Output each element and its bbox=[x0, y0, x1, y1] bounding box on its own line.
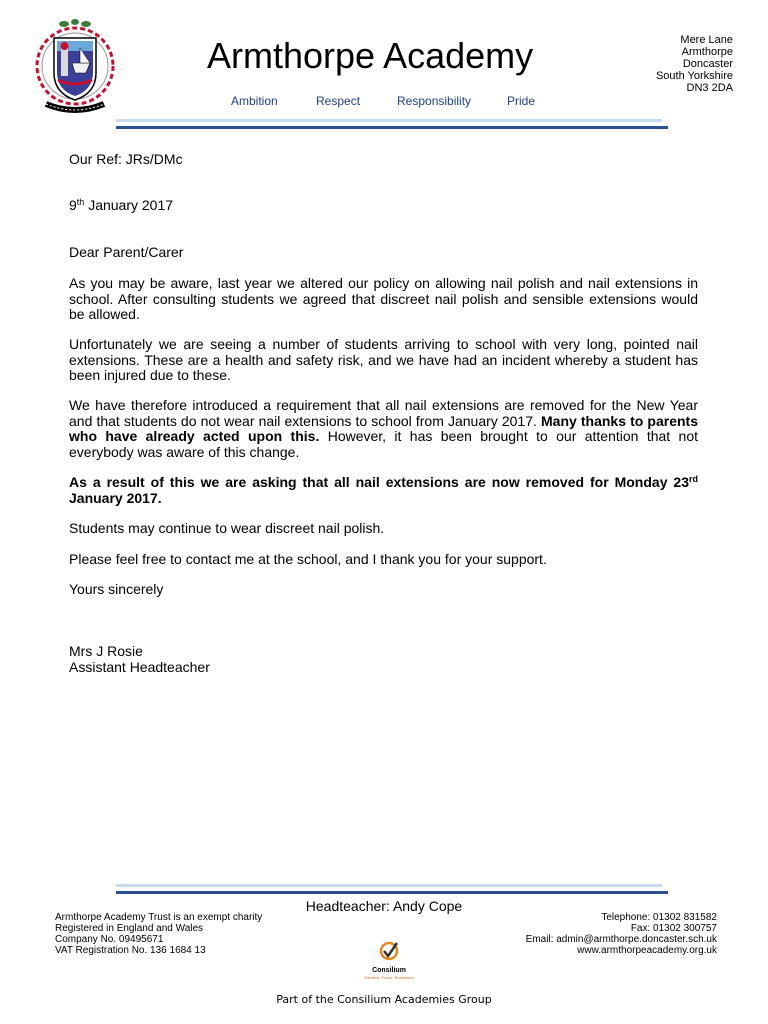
headteacher: Headteacher: Andy Cope bbox=[305, 898, 463, 914]
contact-info bbox=[526, 912, 717, 956]
header-rule-dark bbox=[116, 126, 668, 129]
value-responsibility: Responsibility bbox=[397, 94, 472, 108]
trust-line: VAT Registration No. 136 1684 13 bbox=[55, 945, 206, 956]
letter-date: 9th January 2017 bbox=[69, 197, 174, 213]
paragraph-important: As a result of this we are asking that all nail extensions are now removed for Monday 23rd January 2017. bbox=[69, 474, 698, 506]
address-line: Armthorpe bbox=[681, 46, 733, 58]
address-line: DN3 2DA bbox=[686, 82, 733, 94]
website-link[interactable]: www.armthorpeacademy.org.uk bbox=[577, 945, 717, 956]
consilium-check-icon bbox=[378, 940, 400, 962]
address-line: Doncaster bbox=[682, 58, 733, 70]
trust-line: Armthorpe Academy Trust is an exempt charity bbox=[55, 912, 263, 923]
paragraph: Students may continue to wear discreet nail polish. bbox=[69, 520, 385, 536]
paragraph: Please feel free to contact me at the school, and I thank you for your support. bbox=[69, 551, 547, 567]
trust-info bbox=[55, 912, 262, 956]
signatory-name: Mrs J Rosie bbox=[69, 643, 143, 659]
reference: Our Ref: JRs/DMc bbox=[69, 151, 183, 167]
salutation: Dear Parent/Carer bbox=[69, 244, 184, 260]
consilium-logo bbox=[354, 940, 424, 980]
consilium-tagline: Partners. Focus. Resolution bbox=[364, 975, 414, 980]
fax: Fax: 01302 300757 bbox=[630, 923, 717, 934]
address-line: South Yorkshire bbox=[655, 70, 733, 82]
consilium-name: Consilium bbox=[372, 967, 406, 974]
footer-rule-dark bbox=[116, 891, 668, 894]
value-respect: Respect bbox=[316, 94, 361, 108]
school-name: Armthorpe Academy bbox=[207, 35, 534, 76]
email-link[interactable]: Email: admin@armthorpe.doncaster.sch.uk bbox=[525, 934, 717, 945]
school-crest-icon bbox=[32, 18, 118, 118]
closing: Yours sincerely bbox=[69, 581, 164, 597]
paragraph: Unfortunately we are seeing a number of students arriving to school with very long, pointed nail extensions. These are a health and safety risk, and we have had an incident whereby a student has been injured due to these. bbox=[69, 336, 698, 383]
header-rule-light bbox=[116, 119, 662, 122]
paragraph: As you may be aware, last year we altered our policy on allowing nail polish and nail extensions in school. After consulting students we agreed that discreet nail polish and sensible extensions would be allowed. bbox=[69, 275, 698, 322]
value-ambition: Ambition bbox=[231, 94, 278, 108]
paragraph: We have therefore introduced a requirement that all nail extensions are removed for the New Year and that students do not wear nail extensions to school from January 2017. Many thanks to parents who have already acted upon this. However, it has been brought to our attention that not everybody was aware of this change. bbox=[69, 397, 699, 460]
trust-line: Registered in England and Wales bbox=[55, 923, 204, 934]
footer-rule-light bbox=[116, 884, 662, 887]
trust-line: Company No. 09495671 bbox=[55, 934, 164, 945]
telephone: Telephone: 01302 831582 bbox=[601, 912, 717, 923]
address-line: Mere Lane bbox=[680, 34, 733, 46]
school-address bbox=[656, 34, 733, 94]
group-line: Part of the Consilium Academies Group bbox=[276, 993, 492, 1006]
signatory-title: Assistant Headteacher bbox=[69, 659, 210, 675]
value-pride: Pride bbox=[507, 94, 536, 108]
